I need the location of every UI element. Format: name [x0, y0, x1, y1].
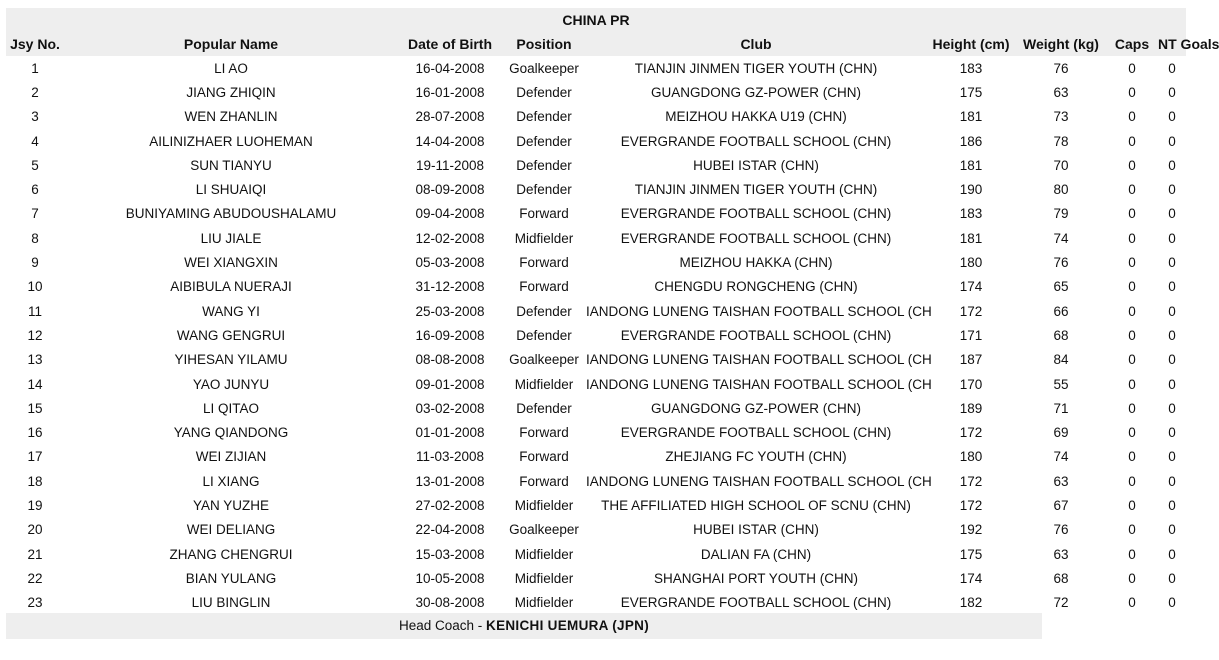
name-cell: WEI ZIJIAN — [195, 449, 267, 465]
name-cell: SUN TIANYU — [190, 157, 272, 173]
table-row — [6, 372, 1186, 396]
head-coach-name: KENICHI UEMURA (JPN) — [486, 618, 650, 633]
dob-cell: 05-03-2008 — [415, 255, 485, 271]
name-cell: LIU JIALE — [200, 230, 262, 246]
position-cell: Goalkeeper — [509, 522, 579, 538]
weight-cell: 76 — [1053, 522, 1069, 538]
dob-cell: 28-07-2008 — [415, 109, 485, 125]
weight-cell: 78 — [1053, 133, 1069, 149]
name-cell: YAO JUNYU — [192, 376, 270, 392]
dob-cell: 16-09-2008 — [415, 327, 485, 343]
position-cell: Goalkeeper — [509, 60, 579, 76]
dob-cell: 09-01-2008 — [415, 376, 485, 392]
club-cell: SHANGHAI PORT YOUTH (CHN) — [653, 570, 859, 586]
position-cell: Forward — [519, 425, 569, 441]
position-cell: Forward — [519, 449, 569, 465]
jersey-cell: 18 — [27, 473, 43, 489]
name-cell: AILINIZHAER LUOHEMAN — [149, 133, 313, 149]
col-caps-header: Caps — [1106, 32, 1158, 56]
name-cell: ZHANG CHENGRUI — [169, 546, 293, 562]
weight-cell: 80 — [1053, 182, 1069, 198]
table-row — [6, 493, 1186, 517]
caps-cell: 0 — [1128, 522, 1136, 538]
weight-cell: 74 — [1053, 230, 1069, 246]
club-cell: MEIZHOU HAKKA U19 (CHN) — [665, 109, 847, 125]
caps-cell: 0 — [1128, 352, 1136, 368]
goals-cell: 0 — [1168, 570, 1176, 586]
goals-cell: 0 — [1168, 449, 1176, 465]
name-cell: WANG YI — [202, 303, 260, 319]
name-cell: WEN ZHANLIN — [184, 109, 278, 125]
caps-cell: 0 — [1128, 327, 1136, 343]
goals-cell: 0 — [1168, 109, 1176, 125]
caps-cell: 0 — [1128, 570, 1136, 586]
position-cell: Defender — [516, 400, 572, 416]
caps-cell: 0 — [1128, 595, 1136, 611]
club-cell: EVERGRANDE FOOTBALL SCHOOL (CHN) — [620, 595, 892, 611]
height-cell: 180 — [959, 255, 983, 271]
goals-cell: 0 — [1168, 303, 1176, 319]
table-row — [6, 469, 1186, 493]
goals-cell: 0 — [1168, 133, 1176, 149]
position-cell: Forward — [519, 255, 569, 271]
jersey-cell: 8 — [31, 230, 39, 246]
jersey-cell: 14 — [27, 376, 43, 392]
jersey-cell: 12 — [27, 327, 43, 343]
club-cell: GUANGDONG GZ-POWER (CHN) — [651, 400, 861, 416]
club-cell: EVERGRANDE FOOTBALL SCHOOL (CHN) — [620, 327, 892, 343]
weight-cell: 84 — [1053, 352, 1069, 368]
name-cell: YAN YUZHE — [192, 497, 270, 513]
table-row — [6, 445, 1186, 469]
dob-cell: 15-03-2008 — [415, 546, 485, 562]
caps-cell: 0 — [1128, 182, 1136, 198]
name-cell: WEI XIANGXIN — [184, 255, 278, 271]
height-cell: 181 — [959, 230, 983, 246]
name-cell: BUNIYAMING ABUDOUSHALAMU — [125, 206, 337, 222]
table-row — [6, 299, 1186, 323]
dob-cell: 30-08-2008 — [415, 595, 485, 611]
name-cell: YIHESAN YILAMU — [174, 352, 288, 368]
goals-cell: 0 — [1168, 352, 1176, 368]
col-jersey-header: Jsy No. — [6, 32, 64, 56]
team-title: CHINA PR — [6, 8, 1186, 32]
position-cell: Midfielder — [514, 230, 574, 246]
table-row — [6, 177, 1186, 201]
table-row — [6, 226, 1186, 250]
club-cell: TIANJIN JINMEN TIGER YOUTH (CHN) — [634, 60, 878, 76]
dob-cell: 08-08-2008 — [415, 352, 485, 368]
dob-cell: 22-04-2008 — [415, 522, 485, 538]
jersey-cell: 15 — [27, 400, 43, 416]
name-cell: LI QITAO — [202, 400, 259, 416]
club-cell: ZHEJIANG FC YOUTH (CHN) — [665, 449, 847, 465]
height-cell: 181 — [959, 109, 983, 125]
jersey-cell: 7 — [31, 206, 39, 222]
name-cell: LI AO — [214, 60, 248, 76]
dob-cell: 14-04-2008 — [415, 133, 485, 149]
table-row — [6, 80, 1186, 104]
caps-cell: 0 — [1128, 376, 1136, 392]
height-cell: 190 — [959, 182, 983, 198]
position-cell: Midfielder — [514, 570, 574, 586]
caps-cell: 0 — [1128, 206, 1136, 222]
col-name-header: Popular Name — [64, 32, 398, 56]
weight-cell: 72 — [1053, 595, 1069, 611]
club-cell: THE AFFILIATED HIGH SCHOOL OF SCNU (CHN) — [601, 497, 911, 513]
col-position-header: Position — [502, 32, 586, 56]
club-cell: HUBEI ISTAR (CHN) — [693, 522, 819, 538]
caps-cell: 0 — [1128, 303, 1136, 319]
height-cell: 192 — [959, 522, 983, 538]
name-cell: LI SHUAIQI — [195, 182, 267, 198]
position-cell: Midfielder — [514, 376, 574, 392]
goals-cell: 0 — [1168, 327, 1176, 343]
name-cell: LI XIANG — [202, 473, 260, 489]
weight-cell: 63 — [1053, 473, 1069, 489]
caps-cell: 0 — [1128, 230, 1136, 246]
club-cell: EVERGRANDE FOOTBALL SCHOOL (CHN) — [620, 425, 892, 441]
height-cell: 180 — [959, 449, 983, 465]
goals-cell: 0 — [1168, 522, 1176, 538]
dob-cell: 12-02-2008 — [415, 230, 485, 246]
club-cell: HUBEI ISTAR (CHN) — [693, 157, 819, 173]
weight-cell: 63 — [1053, 546, 1069, 562]
jersey-cell: 19 — [27, 497, 43, 513]
height-cell: 187 — [959, 352, 983, 368]
height-cell: 181 — [959, 157, 983, 173]
height-cell: 175 — [959, 546, 983, 562]
caps-cell: 0 — [1128, 84, 1136, 100]
height-cell: 189 — [959, 400, 983, 416]
weight-cell: 79 — [1053, 206, 1069, 222]
weight-cell: 76 — [1053, 255, 1069, 271]
club-cell: IANDONG LUNENG TAISHAN FOOTBALL SCHOOL (CH — [586, 352, 932, 368]
position-cell: Defender — [516, 327, 572, 343]
position-cell: Midfielder — [514, 497, 574, 513]
position-cell: Midfielder — [514, 595, 574, 611]
position-cell: Forward — [519, 279, 569, 295]
goals-cell: 0 — [1168, 546, 1176, 562]
weight-cell: 71 — [1053, 400, 1069, 416]
dob-cell: 16-01-2008 — [415, 84, 485, 100]
dob-cell: 08-09-2008 — [415, 182, 485, 198]
name-cell: BIAN YULANG — [185, 570, 277, 586]
club-cell: IANDONG LUNENG TAISHAN FOOTBALL SCHOOL (CH — [586, 473, 932, 489]
goals-cell: 0 — [1168, 230, 1176, 246]
height-cell: 172 — [959, 497, 983, 513]
weight-cell: 73 — [1053, 109, 1069, 125]
dob-cell: 01-01-2008 — [415, 425, 485, 441]
caps-cell: 0 — [1128, 133, 1136, 149]
goals-cell: 0 — [1168, 497, 1176, 513]
club-cell: EVERGRANDE FOOTBALL SCHOOL (CHN) — [620, 230, 892, 246]
caps-cell: 0 — [1128, 157, 1136, 173]
position-cell: Defender — [516, 182, 572, 198]
goals-cell: 0 — [1168, 60, 1176, 76]
header-row — [6, 32, 1186, 56]
table-row — [6, 56, 1186, 80]
name-cell: LIU BINGLIN — [191, 595, 271, 611]
goals-cell: 0 — [1168, 376, 1176, 392]
head-coach-label: Head Coach - — [398, 618, 487, 633]
name-cell: AIBIBULA NUERAJI — [170, 279, 292, 295]
height-cell: 183 — [959, 60, 983, 76]
club-cell: EVERGRANDE FOOTBALL SCHOOL (CHN) — [620, 133, 892, 149]
dob-cell: 10-05-2008 — [415, 570, 485, 586]
table-row — [6, 202, 1186, 226]
table-row — [6, 250, 1186, 274]
goals-cell: 0 — [1168, 182, 1176, 198]
height-cell: 171 — [959, 327, 983, 343]
club-cell: DALIAN FA (CHN) — [700, 546, 812, 562]
weight-cell: 70 — [1053, 157, 1069, 173]
position-cell: Forward — [519, 473, 569, 489]
caps-cell: 0 — [1128, 255, 1136, 271]
caps-cell: 0 — [1128, 449, 1136, 465]
dob-cell: 11-03-2008 — [415, 449, 485, 465]
jersey-cell: 13 — [27, 352, 43, 368]
table-row — [6, 591, 1186, 615]
club-cell: IANDONG LUNENG TAISHAN FOOTBALL SCHOOL (CH — [586, 376, 932, 392]
jersey-cell: 21 — [27, 546, 43, 562]
height-cell: 183 — [959, 206, 983, 222]
club-cell: GUANGDONG GZ-POWER (CHN) — [651, 84, 861, 100]
table-row — [6, 566, 1186, 590]
height-cell: 182 — [959, 595, 983, 611]
goals-cell: 0 — [1168, 595, 1176, 611]
jersey-cell: 5 — [31, 157, 39, 173]
club-cell: EVERGRANDE FOOTBALL SCHOOL (CHN) — [620, 206, 892, 222]
caps-cell: 0 — [1128, 109, 1136, 125]
height-cell: 186 — [959, 133, 983, 149]
goals-cell: 0 — [1168, 84, 1176, 100]
club-cell: IANDONG LUNENG TAISHAN FOOTBALL SCHOOL (CH — [586, 303, 932, 319]
caps-cell: 0 — [1128, 425, 1136, 441]
jersey-cell: 23 — [27, 595, 43, 611]
caps-cell: 0 — [1128, 546, 1136, 562]
name-cell: WANG GENGRUI — [176, 327, 286, 343]
club-cell: CHENGDU RONGCHENG (CHN) — [654, 279, 858, 295]
goals-cell: 0 — [1168, 473, 1176, 489]
weight-cell: 65 — [1053, 279, 1069, 295]
goals-cell: 0 — [1168, 206, 1176, 222]
position-cell: Midfielder — [514, 546, 574, 562]
caps-cell: 0 — [1128, 473, 1136, 489]
dob-cell: 09-04-2008 — [415, 206, 485, 222]
caps-cell: 0 — [1128, 497, 1136, 513]
jersey-cell: 16 — [27, 425, 43, 441]
head-coach-bar — [6, 613, 1042, 639]
jersey-cell: 6 — [31, 182, 39, 198]
weight-cell: 68 — [1053, 570, 1069, 586]
squad-table — [6, 32, 1219, 615]
weight-cell: 66 — [1053, 303, 1069, 319]
goals-cell: 0 — [1168, 425, 1176, 441]
table-row — [6, 518, 1186, 542]
weight-cell: 63 — [1053, 84, 1069, 100]
weight-cell: 67 — [1053, 497, 1069, 513]
jersey-cell: 3 — [31, 109, 39, 125]
table-row — [6, 542, 1186, 566]
height-cell: 174 — [959, 279, 983, 295]
goals-cell: 0 — [1168, 255, 1176, 271]
name-cell: YANG QIANDONG — [173, 425, 289, 441]
position-cell: Defender — [516, 303, 572, 319]
goals-cell: 0 — [1168, 279, 1176, 295]
jersey-cell: 2 — [31, 84, 39, 100]
jersey-cell: 11 — [27, 303, 42, 319]
table-row — [6, 420, 1186, 444]
weight-cell: 55 — [1053, 376, 1069, 392]
caps-cell: 0 — [1128, 60, 1136, 76]
goals-cell: 0 — [1168, 400, 1176, 416]
height-cell: 172 — [959, 303, 983, 319]
jersey-cell: 17 — [27, 449, 43, 465]
col-weight-header: Weight (kg) — [1016, 32, 1106, 56]
dob-cell: 03-02-2008 — [415, 400, 485, 416]
position-cell: Defender — [516, 133, 572, 149]
height-cell: 172 — [959, 425, 983, 441]
dob-cell: 13-01-2008 — [415, 473, 485, 489]
height-cell: 172 — [959, 473, 983, 489]
table-row — [6, 275, 1186, 299]
position-cell: Forward — [519, 206, 569, 222]
table-row — [6, 348, 1186, 372]
weight-cell: 69 — [1053, 425, 1069, 441]
jersey-cell: 22 — [27, 570, 43, 586]
club-cell: TIANJIN JINMEN TIGER YOUTH (CHN) — [634, 182, 878, 198]
table-row — [6, 129, 1186, 153]
name-cell: JIANG ZHIQIN — [186, 84, 276, 100]
col-club-header: Club — [586, 32, 926, 56]
dob-cell: 19-11-2008 — [415, 157, 485, 173]
height-cell: 175 — [959, 84, 983, 100]
dob-cell: 16-04-2008 — [415, 60, 485, 76]
col-height-header: Height (cm) — [926, 32, 1016, 56]
dob-cell: 25-03-2008 — [415, 303, 485, 319]
jersey-cell: 4 — [31, 133, 39, 149]
height-cell: 170 — [959, 376, 983, 392]
col-goals-header: NT Goals — [1158, 32, 1186, 56]
dob-cell: 27-02-2008 — [415, 497, 485, 513]
position-cell: Defender — [516, 84, 572, 100]
dob-cell: 31-12-2008 — [415, 279, 485, 295]
squad-sheet — [6, 8, 1219, 633]
position-cell: Goalkeeper — [509, 352, 579, 368]
table-row — [6, 323, 1186, 347]
name-cell: WEI DELIANG — [186, 522, 276, 538]
club-cell: MEIZHOU HAKKA (CHN) — [679, 255, 833, 271]
caps-cell: 0 — [1128, 400, 1136, 416]
jersey-cell: 10 — [27, 279, 43, 295]
height-cell: 174 — [959, 570, 983, 586]
table-row — [6, 396, 1186, 420]
weight-cell: 68 — [1053, 327, 1069, 343]
goals-cell: 0 — [1168, 157, 1176, 173]
weight-cell: 74 — [1053, 449, 1069, 465]
caps-cell: 0 — [1128, 279, 1136, 295]
weight-cell: 76 — [1053, 60, 1069, 76]
jersey-cell: 1 — [31, 60, 39, 76]
position-cell: Defender — [516, 157, 572, 173]
col-dob-header: Date of Birth — [398, 32, 502, 56]
position-cell: Defender — [516, 109, 572, 125]
jersey-cell: 9 — [31, 255, 39, 271]
table-row — [6, 153, 1186, 177]
table-row — [6, 105, 1186, 129]
jersey-cell: 20 — [27, 522, 43, 538]
